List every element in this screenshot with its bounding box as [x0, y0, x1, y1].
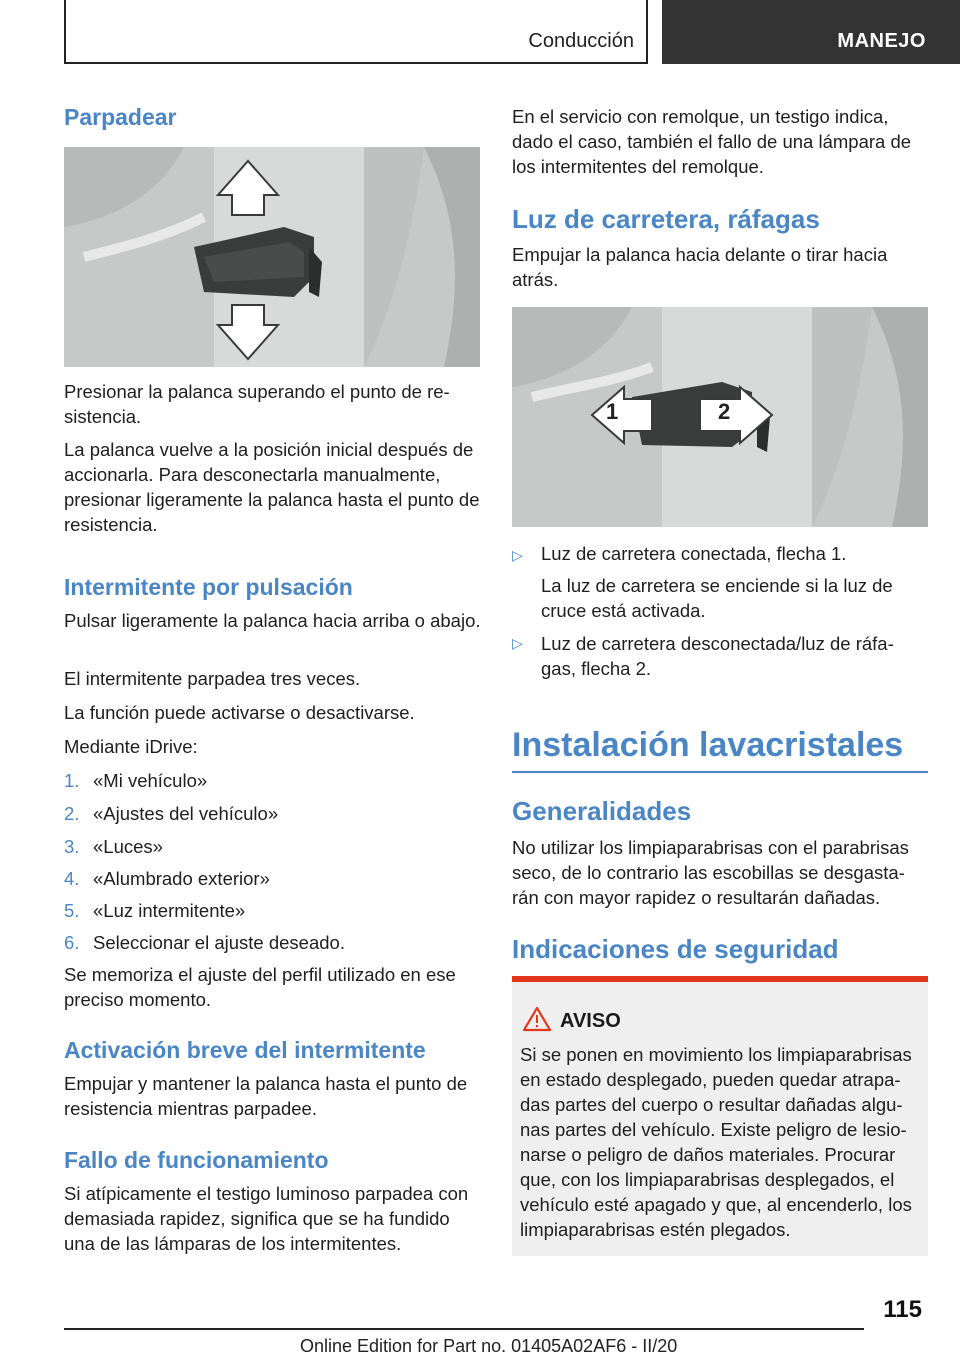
list-item [64, 801, 278, 826]
bullet-subtext: La luz de carretera se enciende si la luz de cruce está activada. [541, 575, 893, 621]
paragraph-empujar-mantener: Empujar y mantener la palanca hasta el punto de resistencia mientras parpadee. [64, 1073, 468, 1119]
header-chapter-title: MANEJO [837, 30, 926, 52]
warning-box [512, 976, 928, 1256]
heading-activacion-breve: Activación breve del intermitente [64, 1037, 426, 1063]
paragraph-activarse: La función puede activarse o desactivarse. [64, 702, 415, 723]
warning-title: AVISO [560, 1010, 621, 1032]
step-text: Seleccionar el ajuste deseado. [93, 932, 345, 953]
heading-generalidades: Generalidades [512, 796, 692, 826]
paragraph-memoriza: Se memoriza el ajuste del perfil utilizado en ese preciso momento. [64, 964, 456, 1010]
page-number: 115 [883, 1296, 922, 1323]
paragraph-parpadea-tres: El intermitente parpadea tres veces. [64, 668, 361, 689]
step-number: 1. [64, 770, 80, 791]
paragraph-posicion-inicial: La palanca vuelve a la posición inicial después de accionarla. Para desconectarla manualmente, presionar ligeramente la palanca hasta el punto de resistencia. [64, 439, 480, 535]
paragraph-no-utilizar: No utilizar los limpiaparabrisas con el parabrisas seco, de lo contrario las escobillas se desgasta‐rán con mayor rapidez o resultarán dañadas. [512, 837, 909, 908]
list-item [64, 768, 207, 793]
heading-indicaciones-seguridad: Indicaciones de seguridad [512, 934, 839, 964]
list-item [64, 866, 270, 891]
header-chapter-tab [662, 0, 960, 64]
arrow-label-1: 1 [606, 399, 619, 424]
paragraph-pulsar: Pulsar ligeramente la palanca hacia arriba o abajo. [64, 610, 481, 631]
step-number: 2. [64, 803, 80, 824]
heading-intermitente-pulsacion: Intermitente por pulsación [64, 574, 353, 600]
step-number: 5. [64, 900, 80, 921]
step-number: 4. [64, 868, 80, 889]
triangle-bullet-icon: ▷ [512, 635, 523, 651]
high-beam-lever-figure [512, 307, 928, 527]
footer-divider [64, 1328, 864, 1330]
footer-edition: Online Edition for Part no. 01405A02AF6 - II/20 [300, 1336, 678, 1356]
list-item [64, 930, 345, 955]
paragraph-presionar: Presionar la palanca superando el punto de re‐sistencia. [64, 381, 450, 427]
heading-parpadear: Parpadear [64, 104, 177, 130]
bullet-item [512, 631, 928, 681]
header-section-title: Conducción [528, 30, 634, 52]
step-text: «Luz intermitente» [93, 900, 246, 921]
bullet-text: Luz de carretera desconectada/luz de ráfa‐gas, flecha 2. [541, 633, 894, 679]
paragraph-fallo: Si atípicamente el testigo luminoso parpadea con demasiada rapidez, significa que se ha fundido una de las lámparas de los intermitentes. [64, 1183, 469, 1254]
step-text: «Mi vehículo» [93, 770, 208, 791]
paragraph-idrive: Mediante iDrive: [64, 736, 198, 757]
step-number: 6. [64, 932, 80, 953]
list-item [64, 898, 245, 923]
step-text: «Luces» [93, 836, 163, 857]
heading-fallo: Fallo de funcionamiento [64, 1147, 329, 1173]
paragraph-remolque: En el servicio con remolque, un testigo indica, dado el caso, también el fallo de una lámpara de los intermitentes del remolque. [512, 106, 912, 177]
step-number: 3. [64, 836, 80, 857]
arrow-label-2: 2 [718, 399, 731, 424]
list-item [64, 834, 163, 859]
step-text: «Ajustes del vehículo» [93, 803, 279, 824]
heading-instalacion-lavacristales: Instalación lavacristales [512, 726, 928, 773]
header-section-box [64, 0, 648, 64]
warning-triangle-icon [522, 1006, 552, 1032]
warning-text: Si se ponen en movimiento los limpiaparabrisas en estado desplegado, pueden quedar atrapa‐das partes del cuerpo o resultar dañadas algu‐nas partes del vehículo. Existe peligro de lesio‐narse o peligro de daños materiales. Procurar que, con los limpiaparabrisas desplegados, el vehículo esté apagado y que, al encenderlo, los limpiaparabrisas estén plegados. [520, 1044, 912, 1240]
step-text: «Alumbrado exterior» [93, 868, 270, 889]
lever-up-down-illustration [64, 147, 480, 367]
turn-signal-lever-figure [64, 147, 480, 367]
paragraph-empujar-palanca: Empujar la palanca hacia delante o tirar hacia atrás. [512, 244, 888, 290]
bullet-text: Luz de carretera conectada, flecha 1. [541, 543, 847, 564]
heading-luz-carretera: Luz de carretera, ráfagas [512, 204, 820, 234]
triangle-bullet-icon: ▷ [512, 547, 523, 563]
bullet-item [512, 541, 928, 568]
